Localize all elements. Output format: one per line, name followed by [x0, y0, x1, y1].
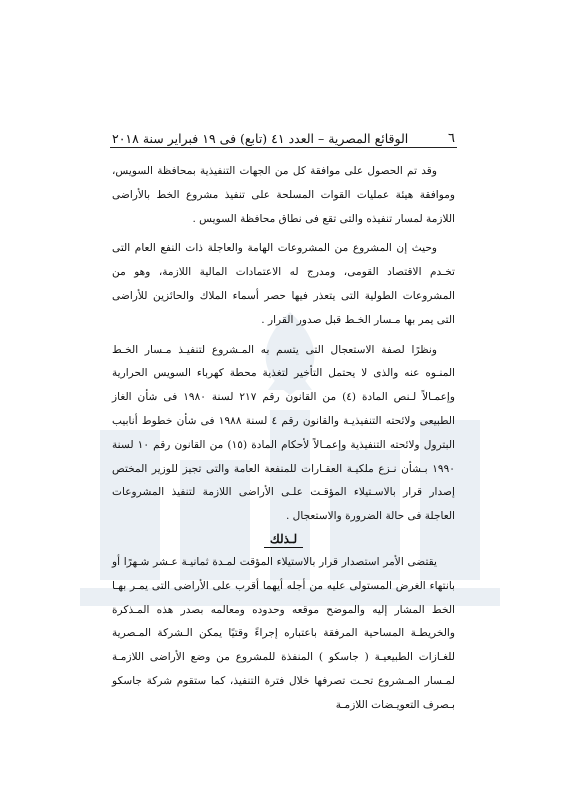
document-body	[112, 160, 455, 718]
page-number: ٦	[448, 131, 455, 146]
paragraph-project-importance: وحيث إن المشروع من المشروعات الهامة والعاجلة ذات النفع العام التى تخـدم الاقتصاد القومى، ومدرج له الاعتمادات المالية اللازمة، وهو من المشروعات الطولية التى يتعذر فيها حصر أسماء الملاك والحائزين للأراضى التى يمر بها مـسار الخـط قبل صدور القرار .	[112, 242, 455, 326]
header-divider	[110, 147, 457, 148]
paragraph-approvals: وقد تم الحصول على موافقة كل من الجهات التنفيذية بمحافظة السويس، وموافقة هيئة عمليات القوات المسلحة على تنفيذ مشروع الخط بالأراضى اللازمة لمسار تنفيذه والتى تقع فى نطاق محافظة السويس .	[112, 165, 455, 225]
page-header	[112, 128, 455, 146]
paragraph-legal-basis: ونظرًا لصفة الاستعجال التى يتسم به المـشروع لتنفيـذ مـسار الخـط المنـوه عنه والذى لا يحتمل التأخير لتغذية محطة كهرباء السويس الحرارية وإعمـالاً لـنص المادة (٤) من القانون رقم ٢١٧ لسنة ١٩٨٠ فى شأن الغاز الطبيعى ولائحته التنفيذيـة والقانون رقم ٤ لسنة ١٩٨٨ فى شأن خطوط أنابيب البترول ولائحته التنفيذية وإعمـالاً لأحكام المادة (١٥) من القانون رقم ١٠ لسنة ١٩٩٠ بـشأن نـزع ملكيـة العقـارات للمنفعة العامة والتى تجيز للوزير المختص إصدار قرار بالاسـتيلاء المؤقـت علـى الأراضى اللازمة لتنفيذ المشروعات العاجلة فى حالة الضرورة والاستعجال .	[112, 343, 455, 523]
paragraph-requirement: يقتضى الأمر استصدار قرار بالاستيلاء المؤقت لمـدة ثمانيـة عـشر شـهرًا أو بانتهاء الغرض المستولى عليه من أجله أيهما أقرب على الأراضى التى يمـر بهـا الخط المشار إليه والموضح موقعه وحدوده ومعالمه بصدر هذه المـذكرة والخريطـة المساحية المرفقة باعتباره إجراءً وقتيًا يمكن الـشركة المـصرية للغـازات الطبيعيـة ( جاسكو ) المنفذة للمشروع من وضع الأراضى اللازمـة لمـسار المـشروع تحـت تصرفها خلال فترة التنفيذ، كما ستقوم شركة جاسكو بـصرف التعويـضات اللازمـة	[112, 555, 455, 711]
running-title: الوقائع المصرية – العدد ٤١ (تابع) فى ١٩ فبراير سنة ٢٠١٨	[112, 131, 409, 146]
section-heading	[112, 531, 455, 547]
heading-therefore: لـذلك	[264, 532, 303, 548]
